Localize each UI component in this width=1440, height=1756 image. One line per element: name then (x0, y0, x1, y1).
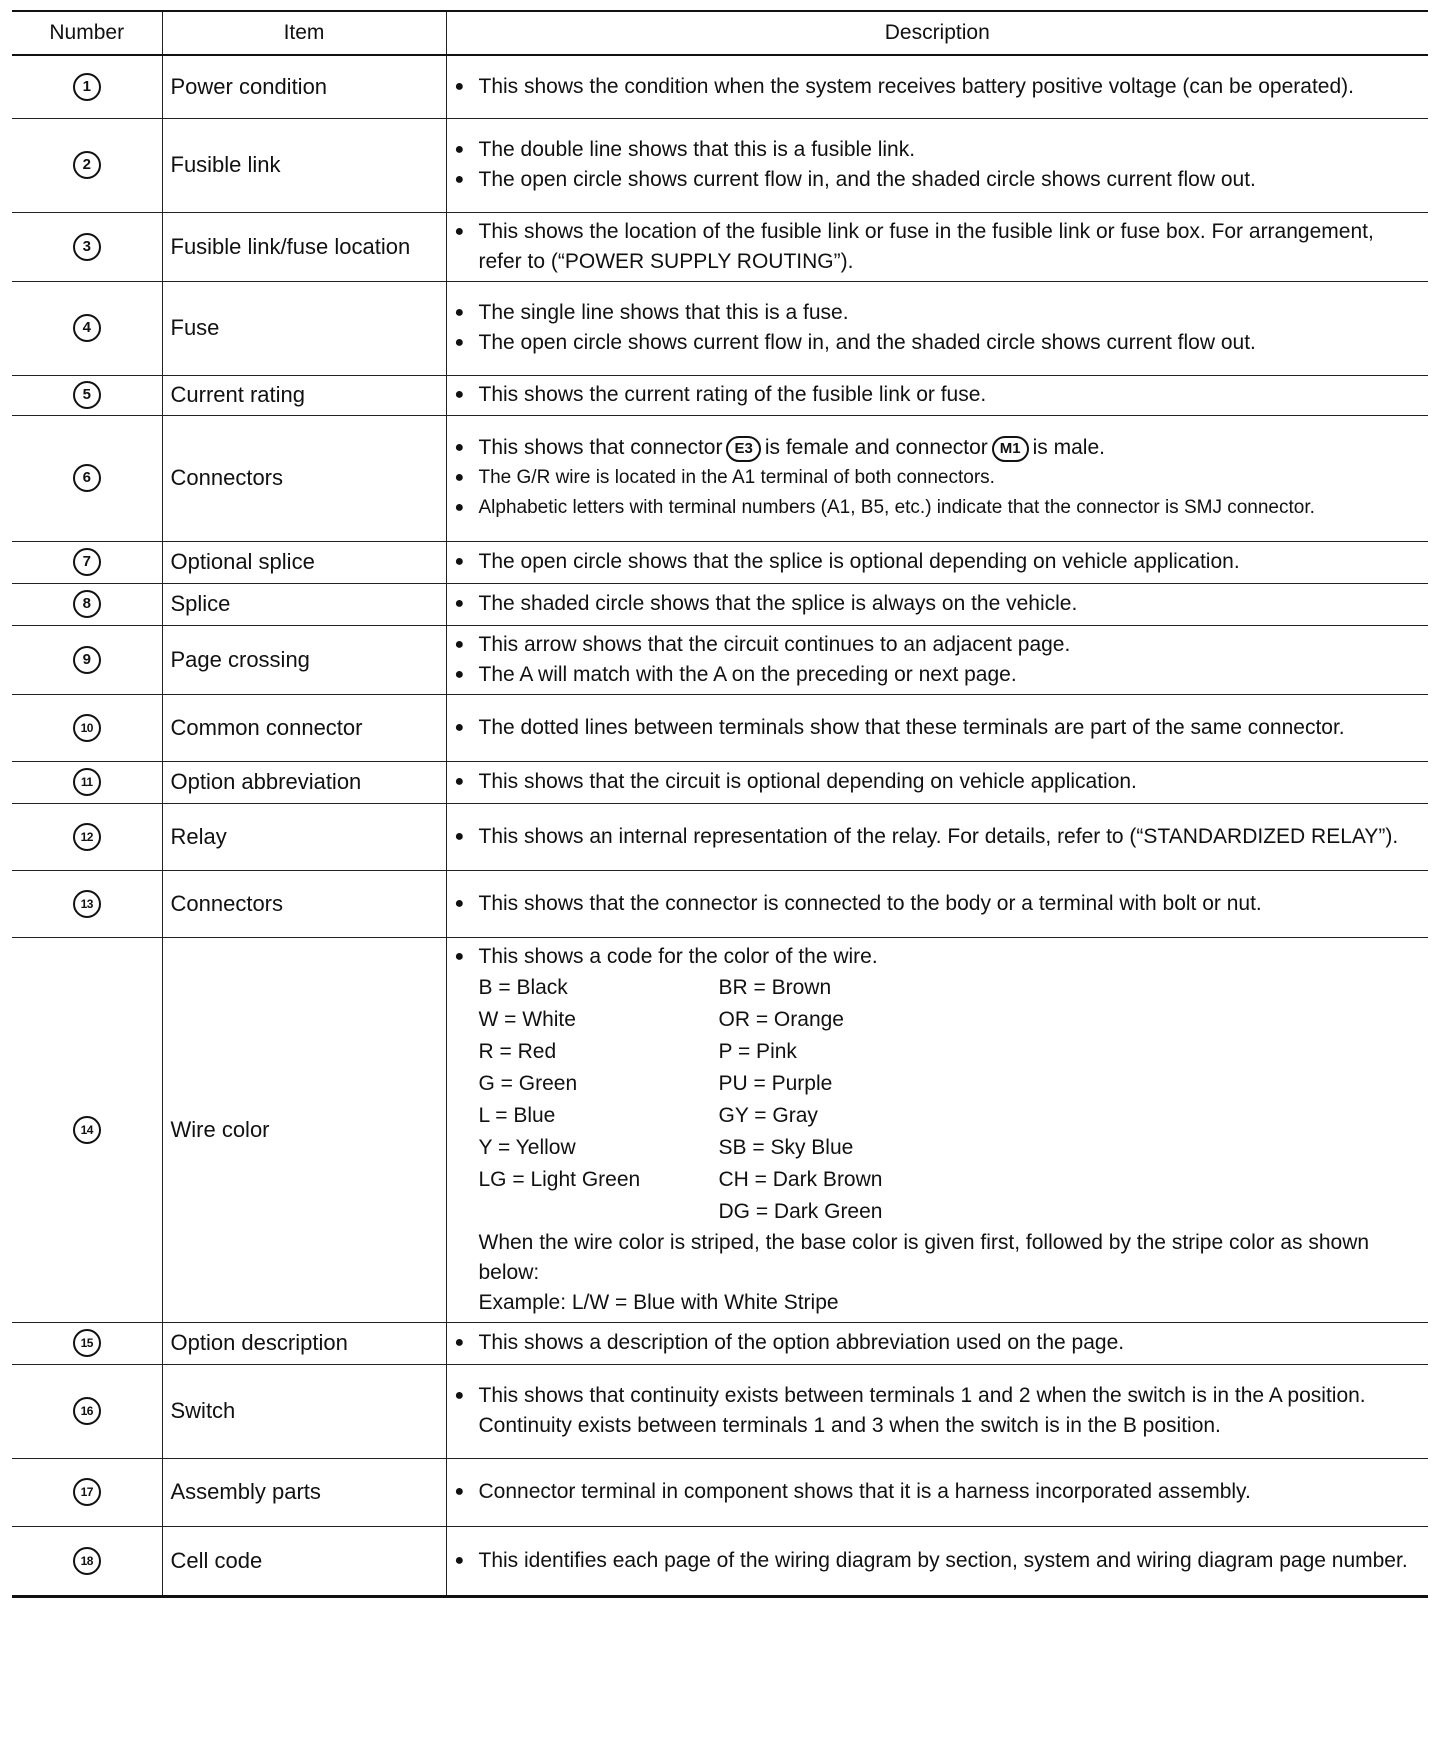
bullet-text: This shows an internal representation of the relay. For details, refer to (“STANDARDIZED RELAY”). (478, 824, 1399, 848)
number-cell (12, 1322, 162, 1364)
item-cell: Connectors (162, 415, 446, 541)
description-cell (446, 281, 1428, 375)
circled-number: 16 (73, 1397, 101, 1425)
number-cell (12, 541, 162, 583)
bullet-dot: ● (454, 499, 465, 516)
number-cell (12, 937, 162, 1322)
number-cell (12, 1458, 162, 1526)
header-row (12, 11, 1428, 55)
bullet-item (455, 72, 1419, 102)
bullet-text: Alphabetic letters with terminal numbers (A1, B5, etc.) indicate that the connector is SMJ connector. (478, 497, 1315, 518)
legend-row (12, 1322, 1428, 1364)
circled-number: 15 (73, 1329, 101, 1357)
bullet-dot: ● (454, 1387, 465, 1404)
bullet-dot: ● (454, 1334, 465, 1351)
legend-row (12, 937, 1428, 1322)
circled-number: 12 (73, 823, 101, 851)
bullet-dot: ● (454, 171, 465, 188)
bullet-dot: ● (454, 553, 465, 570)
bullet-item (455, 298, 1419, 328)
bullet-text: This shows a code for the color of the wire. (478, 944, 878, 968)
legend-row (12, 541, 1428, 583)
legend-row (12, 375, 1428, 415)
bullet-dot: ● (454, 947, 465, 965)
bullet-dot: ● (454, 304, 465, 321)
bullet-item (455, 135, 1419, 165)
circled-number: 11 (73, 768, 101, 796)
legend-row (12, 1364, 1428, 1458)
bullet-item (455, 889, 1419, 919)
bullet-dot: ● (454, 1551, 465, 1569)
bullet-dot: ● (454, 469, 465, 486)
item-cell: Common connector (162, 694, 446, 761)
bullet-text (479, 433, 1419, 463)
color-code-left: G = Green (478, 1071, 578, 1095)
bullet-item (455, 822, 1419, 852)
bullet-text: The single line shows that this is a fuse. (478, 301, 849, 324)
number-cell (12, 761, 162, 803)
description-cell (446, 583, 1428, 625)
bullet-dot: ● (454, 773, 465, 790)
item-cell: Option abbreviation (162, 761, 446, 803)
connector-badge: M1 (992, 436, 1029, 462)
color-code-left: L = Blue (478, 1103, 556, 1127)
header-number: Number (12, 11, 162, 55)
bullet-item (455, 165, 1419, 195)
color-code-left: Y = Yellow (478, 1135, 576, 1159)
bullet-item (455, 942, 1419, 972)
connector-text-mid: is female and connector (764, 436, 988, 459)
bullet-dot: ● (454, 222, 465, 240)
circled-number: 9 (73, 646, 101, 674)
bullet-item (455, 493, 1419, 523)
legend-row (12, 415, 1428, 541)
description-cell (446, 870, 1428, 937)
color-code-left: LG = Light Green (478, 1167, 641, 1191)
connector-text-post: is male. (1032, 436, 1105, 459)
number-cell (12, 212, 162, 281)
bullet-text: The shaded circle shows that the splice is always on the vehicle. (478, 592, 1078, 615)
description-cell (446, 761, 1428, 803)
bullet-item (455, 1546, 1419, 1576)
circled-number: 14 (73, 1116, 101, 1144)
color-code-left (479, 1196, 719, 1228)
bullet-text: The open circle shows current flow in, and the shaded circle shows current flow out. (478, 168, 1256, 191)
legend-row (12, 1458, 1428, 1526)
legend-row (12, 870, 1428, 937)
bullet-text: The dotted lines between terminals show that these terminals are part of the same connector. (478, 715, 1345, 739)
connector-text-pre: This shows that connector (478, 436, 723, 459)
item-cell: Current rating (162, 375, 446, 415)
bullet-item (455, 328, 1419, 358)
legend-row (12, 212, 1428, 281)
circled-number: 2 (73, 151, 101, 179)
legend-body (12, 55, 1428, 1596)
bullet-dot: ● (454, 635, 465, 653)
circled-number: 4 (73, 314, 101, 342)
item-cell: Wire color (162, 937, 446, 1322)
bullet-item (455, 380, 1419, 410)
item-cell: Connectors (162, 870, 446, 937)
stripe-example: Example: L/W = Blue with White Stripe (478, 1290, 839, 1314)
color-code-right: DG = Dark Green (718, 1199, 883, 1223)
bullet-dot: ● (454, 894, 465, 912)
bullet-dot: ● (454, 665, 465, 683)
legend-row (12, 1526, 1428, 1596)
bullet-text: This shows a description of the option abbreviation used on the page. (478, 1331, 1125, 1354)
header-description: Description (446, 11, 1428, 55)
circled-number: 6 (73, 464, 101, 492)
bullet-text: This shows that the connector is connected to the body or a terminal with bolt or nut. (478, 891, 1262, 915)
circled-number: 7 (73, 548, 101, 576)
item-cell: Option description (162, 1322, 446, 1364)
legend-row (12, 55, 1428, 118)
bullet-dot: ● (454, 141, 465, 158)
bullet-text: This shows that continuity exists between terminals 1 and 2 when the switch is in the A position. Continuity exists between terminals 1 and 3 when the switch is in the B position. (478, 1384, 1366, 1437)
description-cell (446, 55, 1428, 118)
description-cell (446, 937, 1428, 1322)
bullet-item (455, 547, 1419, 577)
bullet-item (455, 660, 1419, 690)
bullet-dot: ● (454, 595, 465, 612)
number-cell (12, 694, 162, 761)
bullet-item (455, 217, 1419, 277)
bullet-text: The double line shows that this is a fusible link. (478, 138, 916, 161)
bullet-item (455, 1477, 1419, 1507)
item-cell: Cell code (162, 1526, 446, 1596)
description-cell (446, 541, 1428, 583)
description-cell (446, 375, 1428, 415)
color-code-right: P = Pink (718, 1039, 797, 1063)
number-cell (12, 415, 162, 541)
number-cell (12, 118, 162, 212)
item-cell: Fusible link (162, 118, 446, 212)
circled-number: 3 (73, 233, 101, 261)
bullet-dot: ● (454, 1483, 465, 1500)
bullet-text: The A will match with the A on the preceding or next page. (478, 662, 1017, 686)
circled-number: 18 (73, 1547, 101, 1575)
circled-number: 13 (73, 890, 101, 918)
number-cell (12, 583, 162, 625)
connector-badge: E3 (726, 436, 760, 462)
description-cell (446, 1458, 1428, 1526)
description-cell (446, 694, 1428, 761)
description-cell (446, 118, 1428, 212)
color-code-right: PU = Purple (718, 1071, 833, 1095)
description-cell (446, 625, 1428, 694)
bullet-item (455, 463, 1419, 493)
legend-row (12, 694, 1428, 761)
description-cell (446, 212, 1428, 281)
description-cell (446, 803, 1428, 870)
circled-number: 5 (73, 381, 101, 409)
bullet-text: This identifies each page of the wiring diagram by section, system and wiring diagram page number. (478, 1548, 1408, 1572)
number-cell (12, 870, 162, 937)
circled-number: 1 (73, 73, 101, 101)
description-cell (446, 1364, 1428, 1458)
circled-number: 10 (73, 714, 101, 742)
bullet-text: The open circle shows that the splice is optional depending on vehicle application. (478, 550, 1240, 573)
description-cell (446, 415, 1428, 541)
item-cell: Optional splice (162, 541, 446, 583)
bullet-text: This shows the location of the fusible link or fuse in the fusible link or fuse box. For arrangement, refer to (“POWER SUPPLY ROUTING”). (478, 219, 1374, 273)
legend-row (12, 583, 1428, 625)
color-code-right: CH = Dark Brown (718, 1167, 883, 1191)
stripe-note: When the wire color is striped, the base color is given first, followed by the stripe color as shown below: (478, 1230, 1370, 1284)
bullet-dot: ● (454, 827, 465, 845)
item-cell: Splice (162, 583, 446, 625)
item-cell: Relay (162, 803, 446, 870)
bullet-text: This shows the condition when the system receives battery positive voltage (can be operated). (478, 74, 1354, 98)
description-cell (446, 1526, 1428, 1596)
bullet-text: This shows that the circuit is optional depending on vehicle application. (478, 770, 1137, 793)
number-cell (12, 1364, 162, 1458)
number-cell (12, 55, 162, 118)
bullet-item (455, 713, 1419, 743)
wiring-legend-sheet (12, 10, 1428, 1598)
legend-row (12, 803, 1428, 870)
color-code-left: R = Red (478, 1039, 557, 1063)
wire-color-codes (455, 972, 1419, 1228)
item-cell: Switch (162, 1364, 446, 1458)
number-cell (12, 1526, 162, 1596)
legend-table (12, 10, 1428, 1598)
item-cell: Assembly parts (162, 1458, 446, 1526)
bullet-dot: ● (454, 386, 465, 403)
circled-number: 17 (73, 1478, 101, 1506)
color-code-left: W = White (478, 1007, 576, 1031)
circled-number: 8 (73, 590, 101, 618)
bullet-item (455, 433, 1419, 463)
bullet-dot: ● (454, 439, 465, 456)
bullet-item (455, 589, 1419, 619)
bullet-dot: ● (454, 334, 465, 351)
number-cell (12, 803, 162, 870)
color-code-right: SB = Sky Blue (718, 1135, 854, 1159)
legend-row (12, 625, 1428, 694)
item-cell: Fuse (162, 281, 446, 375)
bullet-dot: ● (454, 718, 465, 736)
bullet-dot: ● (454, 77, 465, 95)
number-cell (12, 281, 162, 375)
item-cell: Page crossing (162, 625, 446, 694)
legend-row (12, 281, 1428, 375)
color-code-right: BR = Brown (718, 975, 832, 999)
number-cell (12, 625, 162, 694)
item-cell: Power condition (162, 55, 446, 118)
bullet-item (455, 767, 1419, 797)
header-item: Item (162, 11, 446, 55)
bullet-text: The G/R wire is located in the A1 terminal of both connectors. (478, 467, 995, 488)
number-cell (12, 375, 162, 415)
bullet-text: This arrow shows that the circuit continues to an adjacent page. (478, 632, 1071, 656)
legend-row (12, 118, 1428, 212)
bullet-item (455, 1328, 1419, 1358)
bullet-text: This shows the current rating of the fusible link or fuse. (478, 383, 987, 406)
item-cell: Fusible link/fuse location (162, 212, 446, 281)
color-code-right: GY = Gray (718, 1103, 818, 1127)
bullet-text: Connector terminal in component shows that it is a harness incorporated assembly. (478, 1480, 1251, 1503)
bullet-item (455, 630, 1419, 660)
bullet-item (455, 1381, 1419, 1441)
legend-row (12, 761, 1428, 803)
description-cell (446, 1322, 1428, 1364)
bullet-text: The open circle shows current flow in, and the shaded circle shows current flow out. (478, 331, 1256, 354)
color-code-left: B = Black (478, 975, 568, 999)
color-code-right: OR = Orange (718, 1007, 844, 1031)
